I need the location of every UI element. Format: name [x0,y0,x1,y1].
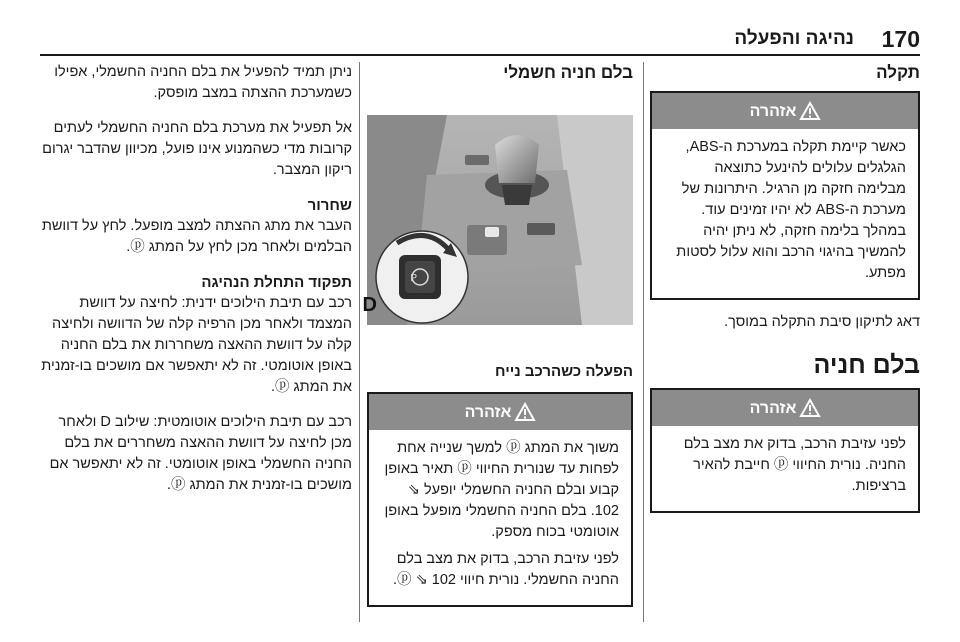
apply-stationary-title: הפעלה כשהרכב נייח [495,363,633,380]
warning-header [652,390,918,426]
parking-brake-switch-photo [362,115,633,325]
section-title-malfunction: תקלה [876,63,920,82]
warning-text: לפני עזיבת הרכב, בדוק את מצב בלם החניה החשמלי. נורית חיווי ⓟ ⇘ 102. [393,551,619,588]
column-right [650,62,920,525]
console-illustration [362,115,633,325]
photo-letter: D [362,294,377,316]
column-left [40,62,352,510]
paragraph: אל תפעיל את מערכת בלם החניה החשמלי לעתים קרובות מדי כשהמנוע אינו פועל, מכיוון שהדבר יגרום ריקון המצבר. [42,120,352,178]
warning-label: אזהרה [464,403,512,421]
page-number: 170 [881,26,920,52]
page-header [40,26,920,56]
section-title-electric-parking-brake: בלם חניה חשמלי [503,63,633,82]
warning-label: אזהרה [749,102,797,120]
warning-text: לפני עזיבת הרכב, בדוק את מצב בלם החניה. נורית החיווי ⓟ חייבת להאיר ברציפות. [683,436,906,494]
column-divider [643,62,644,622]
warning-triangle-icon [800,399,820,417]
warning-box-apply [367,392,633,607]
paragraph: ניתן תמיד להפעיל את בלם החניה החשמלי, אפילו כשמערכת ההצתה במצב מופסק. [54,64,352,101]
release-title: שחרור [307,197,352,214]
warning-text: משוך את המתג ⓟ למשך שנייה אחת לפחות עד שנורית החיווי ⓟ תאיר באופן קבוע ובלם החניה החשמלי יופעל ⇘ 102. בלם החניה החשמלי מופעל באופן אוטומטי בכוח מספק. [384,440,619,540]
warning-triangle-icon [800,102,820,120]
drive-away-automatic-text: רכב עם תיבת הילוכים אוטומטית: שילוב D ולאחר מכן לחיצה על דוושת ההאצה משחררים את בלם החניה החשמלי באופן אוטומטי. זה לא יתאפשר אם מושכים בו-זמנית את המתג ⓟ. [49,414,352,493]
repair-note: דאג לתיקון סיבת התקלה במוסך. [724,314,920,330]
column-divider [359,62,360,622]
svg-text:P: P [410,273,417,284]
warning-header [652,93,918,129]
warning-box-abs [650,91,920,300]
drive-away-title: תפקוד התחלת הנהיגה [201,274,352,291]
header-title: נהיגה והפעלה [734,28,854,49]
release-text: העבר את מתג ההצתה למצב מופעל. לחץ על דוושת הבלמים ולאחר מכן לחץ על המתג ⓟ. [41,218,352,255]
drive-away-manual-text: רכב עם תיבת הילוכים ידנית: לחיצה על דוושת המצמד ולאחר מכן הרפיה קלה של הדוושה ולחיצה קלה על דוושת ההאצה משחררות את בלם החניה באופן אוטומטי. זה לא יתאפשר אם מושכים בו-זמנית את המתג ⓟ. [41,295,352,395]
warning-label: אזהרה [749,399,797,417]
parking-brake-title: בלם חניה [813,351,920,379]
warning-triangle-icon [515,403,535,421]
warning-header [369,394,631,430]
column-middle [362,62,633,619]
warning-text: כאשר קיימת תקלה במערכת ה-ABS, הגלגלים עלולים להינעל כתוצאה מבלימה חזקה מן הרגיל. היתרונות של מערכת ה-ABS לא יהיו זמינים עוד. במהלך בלימה חזקה, לא ניתן יהיה להמשיך בהיגוי הרכב והוא עלול לסטות מפתע. [676,139,906,281]
warning-box-parking-brake [650,388,920,513]
